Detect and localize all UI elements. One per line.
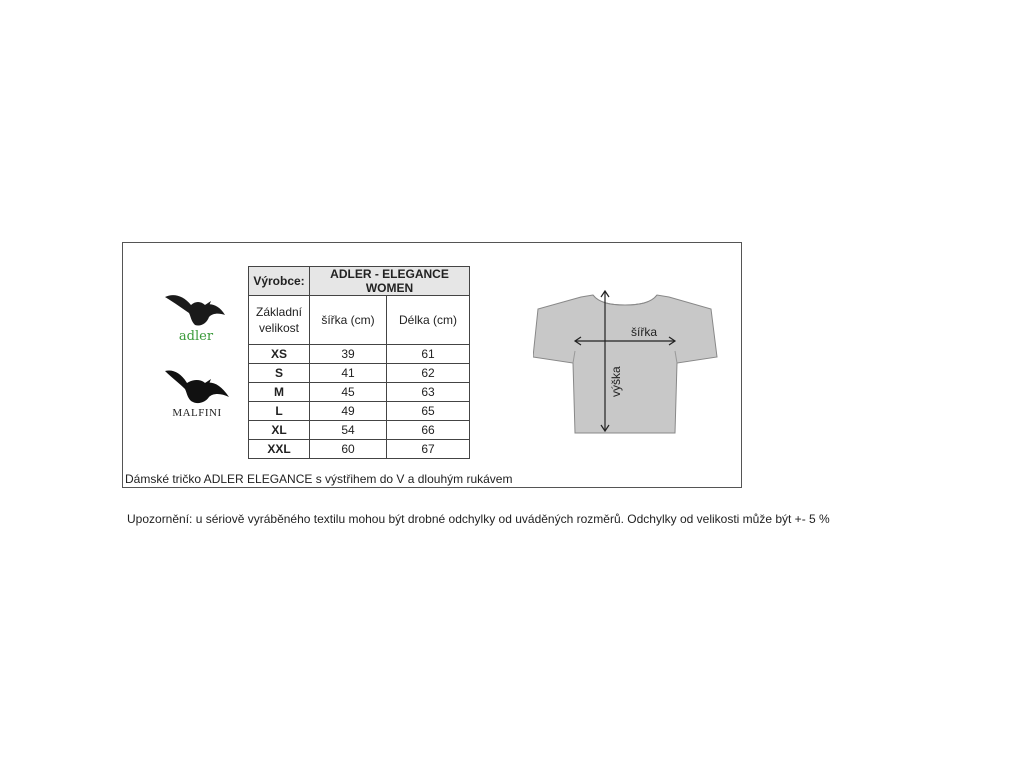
- table-row: [249, 440, 470, 459]
- size-cell: S: [249, 364, 310, 383]
- table-row: [249, 364, 470, 383]
- width-cell: 45: [310, 383, 387, 402]
- table-row: [249, 421, 470, 440]
- product-caption: Dámské tričko ADLER ELEGANCE s výstřihem do V a dlouhým rukávem: [125, 472, 513, 486]
- length-cell: 63: [387, 383, 470, 402]
- width-cell: 49: [310, 402, 387, 421]
- width-cell: 39: [310, 345, 387, 364]
- column-width: šířka (cm): [310, 296, 387, 345]
- width-cell: 60: [310, 440, 387, 459]
- adler-logo: [161, 291, 231, 346]
- height-label: výška: [609, 366, 623, 397]
- size-cell: M: [249, 383, 310, 402]
- size-cell: XXL: [249, 440, 310, 459]
- table-row: [249, 402, 470, 421]
- column-size: Základní velikost: [249, 296, 310, 345]
- malfini-logo-text: MALFINI: [172, 407, 222, 419]
- width-label: šířka: [631, 325, 658, 339]
- manufacturer-value: ADLER - ELEGANCE WOMEN: [310, 267, 470, 296]
- size-table: [248, 266, 470, 459]
- eagle-icon: [157, 367, 237, 409]
- eagle-icon: [161, 291, 231, 331]
- size-cell: L: [249, 402, 310, 421]
- table-header-row: [249, 267, 470, 296]
- width-cell: 41: [310, 364, 387, 383]
- tolerance-note: Upozornění: u sériově vyráběného textilu mohou být drobné odchylky od uváděných rozměrů. Odchylky od velikosti může být +- 5 %: [127, 512, 830, 526]
- manufacturer-label: Výrobce:: [249, 267, 310, 296]
- length-cell: 65: [387, 402, 470, 421]
- column-length: Délka (cm): [387, 296, 470, 345]
- tshirt-shape: [533, 295, 717, 433]
- length-cell: 66: [387, 421, 470, 440]
- table-column-headers: [249, 296, 470, 345]
- size-chart-frame: [122, 242, 742, 488]
- size-cell: XS: [249, 345, 310, 364]
- table-row: [249, 383, 470, 402]
- length-cell: 62: [387, 364, 470, 383]
- width-cell: 54: [310, 421, 387, 440]
- table-row: [249, 345, 470, 364]
- tshirt-diagram: [533, 287, 718, 437]
- length-cell: 67: [387, 440, 470, 459]
- size-cell: XL: [249, 421, 310, 440]
- adler-logo-text: adler: [178, 329, 214, 344]
- malfini-logo: [157, 367, 237, 422]
- length-cell: 61: [387, 345, 470, 364]
